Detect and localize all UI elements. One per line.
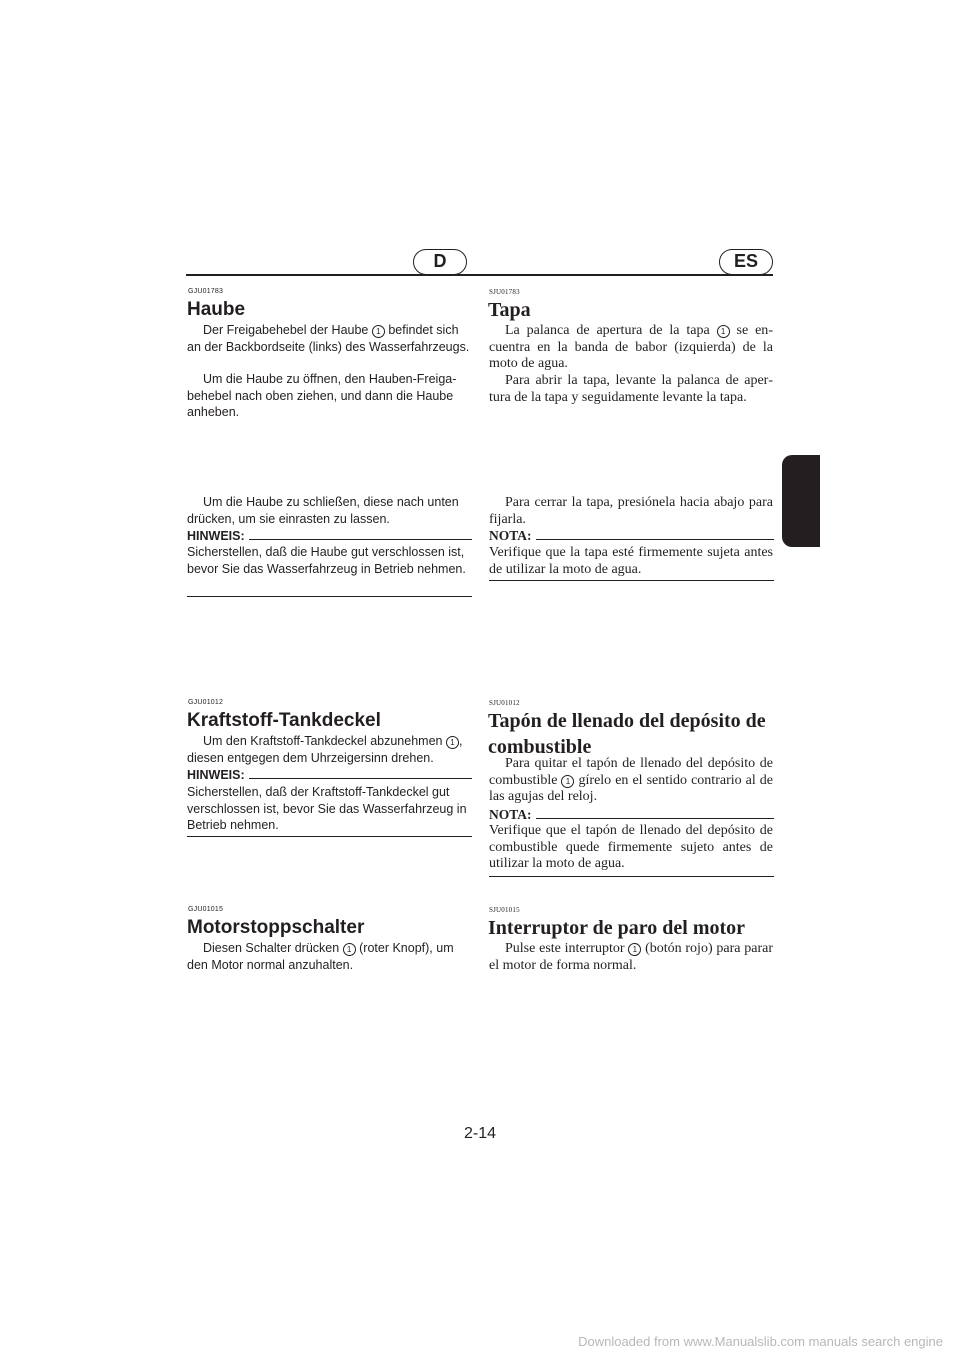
section-code: GJU01015 bbox=[188, 906, 224, 913]
paragraph: Para abrir la tapa, levante la palanca de apertura de la tapa y seguidamente levante la tapa. bbox=[489, 373, 773, 405]
paragraph: Um die Haube zu schließen, diese nach unten drücken, um sie einrasten zu lassen. bbox=[187, 495, 459, 526]
callout-marker: 1 bbox=[717, 325, 730, 338]
paragraph: Diesen Schalter drücken 1 (roter Knopf), um den Motor normal anzuhalten. bbox=[187, 941, 454, 972]
note-text: Verifique que la tapa esté firmemente sujeta antes de utilizar la moto de agua. bbox=[489, 545, 773, 577]
paragraph: Para cerrar la tapa, presiónela hacia abajo para fijarla. bbox=[489, 495, 773, 527]
lang-tab-es: ES bbox=[719, 249, 773, 275]
note-header: HINWEIS: bbox=[187, 766, 472, 782]
section-title-interruptor: Interruptor de paro del motor bbox=[488, 917, 746, 939]
section-title-motorstoppschalter: Motorstoppschalter bbox=[187, 917, 365, 938]
note-header: NOTA: bbox=[489, 527, 774, 543]
section-code: GJU01783 bbox=[188, 288, 224, 295]
note-header: NOTA: bbox=[489, 806, 774, 822]
callout-marker: 1 bbox=[343, 943, 356, 956]
note-header: HINWEIS: bbox=[187, 527, 472, 543]
note-text: Verifique que el tapón de llenado del depósito de combustible quede firmemente sujeto antes de utilizar la moto de agua. bbox=[489, 823, 773, 871]
note-text: Sicherstellen, daß der Kraftstoff-Tankdeckel gut verschlossen ist, bevor Sie das Wasserfahrzeug in Betrieb nehmen. bbox=[187, 785, 467, 832]
note-end-rule bbox=[187, 836, 472, 837]
lang-tab-d: D bbox=[413, 249, 467, 275]
section-title-kraftstoff-tankdeckel: Kraftstoff-Tankdeckel bbox=[187, 710, 381, 731]
section-code: SJU01783 bbox=[489, 288, 520, 296]
section-code: SJU01015 bbox=[489, 906, 520, 914]
callout-marker: 1 bbox=[628, 943, 641, 956]
header-rule bbox=[186, 274, 773, 276]
paragraph: Para quitar el tapón de llenado del depósito de combustible 1 gírelo en el sentido contrario al de las agujas del reloj. bbox=[489, 756, 774, 804]
section-code: SJU01012 bbox=[489, 699, 520, 707]
paragraph: Um die Haube zu öffnen, den Hauben-Freigabehebel nach oben ziehen, und dann die Haube anheben. bbox=[187, 372, 457, 419]
section-title-haube: Haube bbox=[187, 299, 246, 320]
section-title-tapon: Tapón de llenado del depósito de combustible bbox=[488, 710, 766, 758]
section-title-tapa: Tapa bbox=[488, 299, 531, 321]
chapter-side-tab bbox=[782, 455, 820, 547]
callout-marker: 1 bbox=[561, 775, 574, 788]
callout-marker: 1 bbox=[446, 736, 459, 749]
download-footer[interactable]: Downloaded from www.Manualslib.com manuals search engine bbox=[578, 1334, 943, 1349]
note-end-rule bbox=[187, 596, 472, 597]
paragraph: La palanca de apertura de la tapa 1 se encuentra en la banda de babor (izquierda) de la moto de agua. bbox=[489, 323, 773, 371]
note-text: Sicherstellen, daß die Haube gut verschlossen ist, bevor Sie das Wasserfahrzeug in Betrieb nehmen. bbox=[187, 545, 466, 576]
note-end-rule bbox=[489, 876, 774, 877]
section-code: GJU01012 bbox=[188, 699, 224, 706]
paragraph: Pulse este interruptor 1 (botón rojo) para parar el motor de forma normal. bbox=[489, 941, 773, 973]
paragraph: Der Freigabehebel der Haube 1 befindet sich an der Backbordseite (links) des Wasserfahrzeugs. bbox=[187, 323, 470, 354]
callout-marker: 1 bbox=[372, 325, 385, 338]
note-end-rule bbox=[489, 580, 774, 581]
paragraph: Um den Kraftstoff-Tankdeckel abzunehmen 1 , diesen entgegen dem Uhrzeigersinn drehen. bbox=[187, 734, 463, 765]
page-number: 2-14 bbox=[463, 1125, 497, 1142]
